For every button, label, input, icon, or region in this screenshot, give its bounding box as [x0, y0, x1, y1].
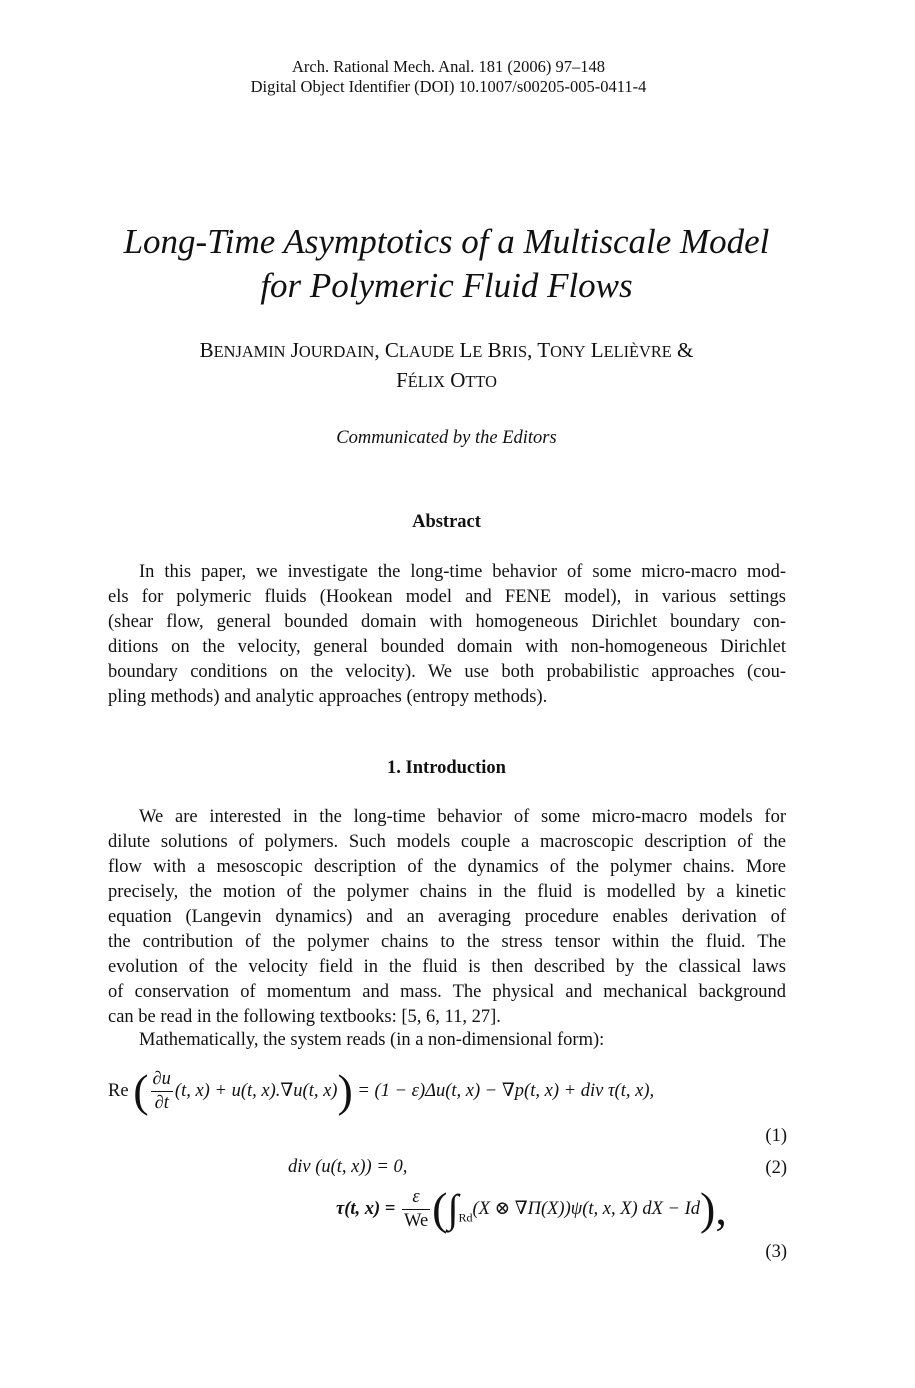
intro-line: flow with a mesoscopic description of the dynamics of the polymer chains. More — [108, 857, 786, 877]
eq1-rhs: = (1 − ε)Δu(t, x) − ∇p(t, x) + div τ(t, x), — [357, 1080, 655, 1101]
author-smallcaps: LAUDE — [398, 342, 455, 361]
abstract-line: ditions on the velocity, general bounded domain with non-homogeneous Dirichlet — [108, 637, 786, 657]
equation-number-3: (3) — [765, 1242, 787, 1262]
author-initial: L — [459, 338, 473, 362]
equation-3 — [336, 1183, 727, 1234]
intro-line: the contribution of the polymer chains to the stress tensor within the fluid. The — [108, 932, 786, 952]
section-heading-introduction: 1. Introduction — [387, 758, 506, 778]
equation-1 — [108, 1065, 655, 1116]
abstract-line: els for polymeric fluids (Hookean model and FENE model), in various settings — [108, 587, 786, 607]
communicated-by: Communicated by the Editors — [336, 428, 557, 448]
eq3-domain: Rd — [458, 1210, 473, 1225]
abstract-body — [108, 560, 786, 710]
eq1-reynolds: Re — [108, 1080, 129, 1101]
title-line-1: Long-Time Asymptotics of a Multiscale Model — [123, 222, 770, 261]
eq3-frac-den: We — [403, 1210, 429, 1231]
authors-line-2 — [0, 366, 893, 396]
eq1-frac-den: ∂t — [154, 1092, 169, 1113]
author-smallcaps: OURDAIN — [298, 342, 375, 361]
intro-line: can be read in the following textbooks: [5, 6, 11, 27]. — [108, 1007, 501, 1027]
intro-line: equation (Langevin dynamics) and an averaging procedure enables derivation of — [108, 907, 786, 927]
intro-line: precisely, the motion of the polymer chains in the fluid is modelled by a kinetic — [108, 882, 786, 902]
title-line-2: for Polymeric Fluid Flows — [260, 266, 633, 305]
abstract-line: boundary conditions on the velocity). We use both probabilistic approaches (cou- — [108, 662, 786, 682]
author-initial: O — [450, 368, 466, 392]
eq3-right-paren: ), — [700, 1183, 727, 1234]
author-smallcaps: TTO — [465, 372, 497, 391]
author-smallcaps: ÉLIX — [407, 372, 445, 391]
equation-number-2: (2) — [765, 1158, 787, 1178]
doi-line: Digital Object Identifier (DOI) 10.1007/s00205-005-0411-4 — [250, 77, 647, 96]
author-initial: L — [590, 338, 604, 362]
abstract-line: In this paper, we investigate the long-time behavior of some micro-macro mod- — [139, 562, 786, 582]
intro-line: of conservation of momentum and mass. The physical and mechanical background — [108, 982, 786, 1002]
journal-header — [0, 57, 897, 97]
equation-2: div (u(t, x)) = 0, — [288, 1157, 408, 1177]
author-initial: C — [384, 338, 399, 362]
eq3-lhs: τ(t, x) = — [336, 1198, 396, 1219]
integral-sign: ∫ — [447, 1186, 459, 1231]
authors-line-1: BENJAMIN JOURDAIN, CLAUDE LE BRIS, TONY LELIÈVRE & — [199, 338, 694, 362]
author-smallcaps: ELIÈVRE — [603, 342, 672, 361]
author-ampersand: & — [677, 338, 694, 362]
author-smallcaps: ENJAMIN — [213, 342, 286, 361]
journal-citation: Arch. Rational Mech. Anal. 181 (2006) 97–148 — [292, 57, 605, 76]
eq1-frac-num: ∂u — [151, 1070, 173, 1092]
author-list — [0, 336, 893, 396]
author-smallcaps: ONY — [550, 342, 586, 361]
intro-line: We are interested in the long-time behavior of some micro-macro models for — [139, 807, 786, 827]
eq1-left-paren: ( — [133, 1065, 149, 1116]
eq1-time-derivative — [151, 1070, 173, 1112]
eq3-body: (X ⊗ ∇Π(X))ψ(t, x, X) dX − Id — [472, 1198, 701, 1219]
paper-title — [0, 220, 893, 308]
system-intro-line: Mathematically, the system reads (in a non-dimensional form): — [139, 1030, 605, 1050]
eq1-args: (t, x) + u(t, x).∇u(t, x) — [174, 1080, 338, 1101]
eq3-frac-num: ε — [402, 1188, 430, 1210]
intro-line: evolution of the velocity field in the fluid is then described by the classical laws — [108, 957, 786, 977]
author-smallcaps: E — [472, 342, 483, 361]
equation-number-1: (1) — [765, 1126, 787, 1146]
author-initial: F — [396, 368, 408, 392]
intro-line: dilute solutions of polymers. Such models couple a macroscopic description of the — [108, 832, 786, 852]
abstract-line: (shear flow, general bounded domain with homogeneous Dirichlet boundary con- — [108, 612, 786, 632]
eq3-fraction — [402, 1188, 430, 1230]
introduction-body — [108, 805, 786, 1030]
author-initial: B — [487, 338, 502, 362]
author-initial: B — [199, 338, 214, 362]
eq3-left-paren: ( — [432, 1183, 448, 1234]
eq1-right-paren: ) — [337, 1065, 353, 1116]
abstract-line: pling methods) and analytic approaches (entropy methods). — [108, 687, 548, 707]
author-smallcaps: RIS — [501, 342, 528, 361]
author-initial: T — [537, 338, 551, 362]
abstract-heading: Abstract — [412, 512, 481, 532]
author-initial: J — [290, 338, 299, 362]
